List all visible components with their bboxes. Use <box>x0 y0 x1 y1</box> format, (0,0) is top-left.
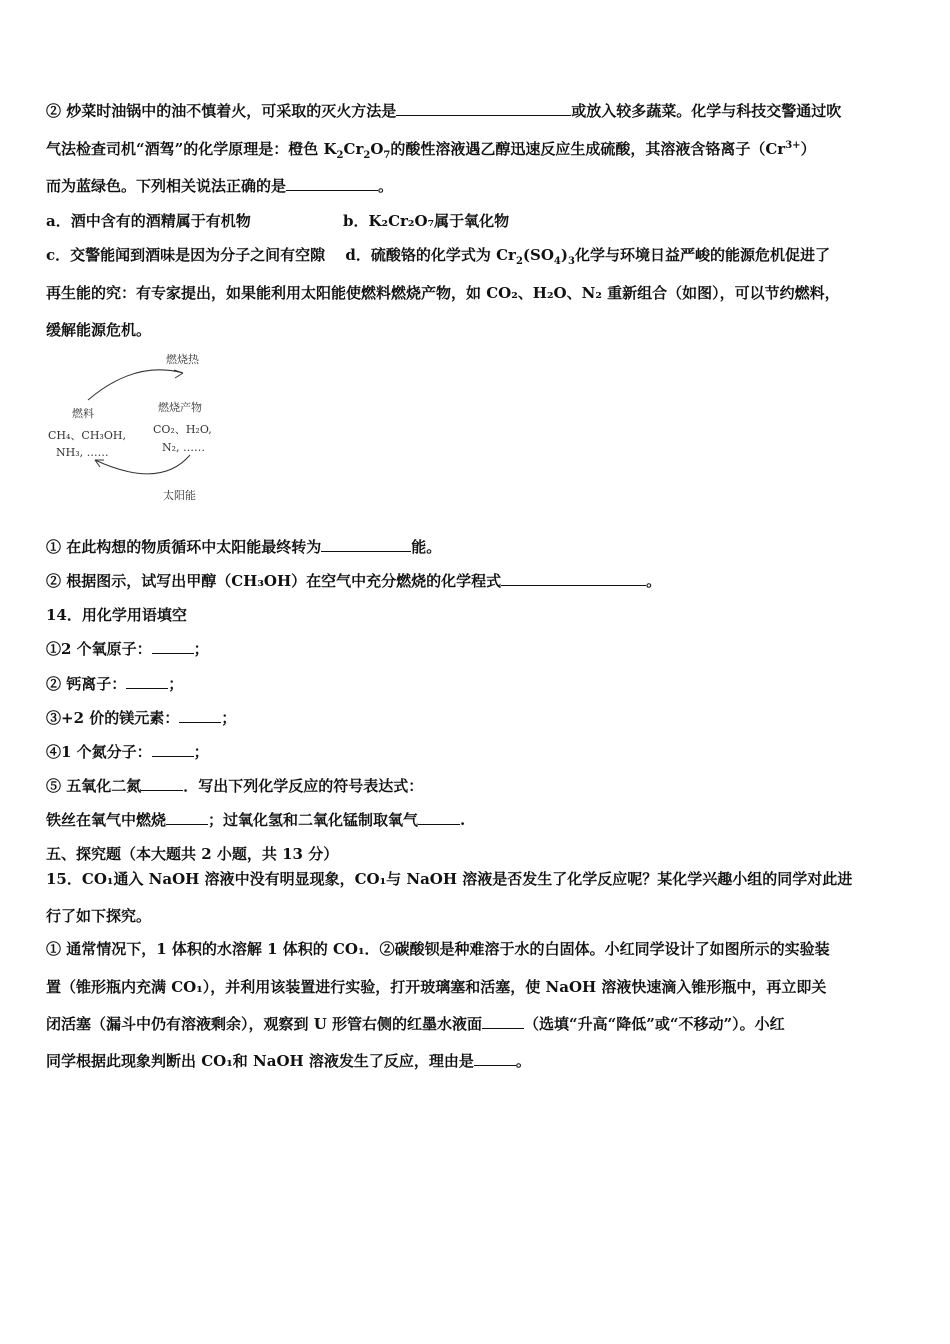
q13-text: 。 <box>646 572 662 590</box>
q14-text: ①2 个氧原子： <box>46 640 152 658</box>
q13-options-cd: c．交警能闻到酒味是因为分子之间有空隙 d．硫酸铬的化学式为 $Cr_2(SO_4)_3$化学与环境日益严峻的能源危机促进了 <box>46 246 830 267</box>
q15-line-4: 置（锥形瓶内充满 CO₁），并利用该装置进行实验，打开玻璃塞和活塞，使 NaOH 溶液快速滴入锥形瓶中，再立即关 <box>46 978 827 996</box>
option-a: a．酒中含有的酒精属于有机物 <box>46 212 251 230</box>
q14-item-4 <box>46 742 209 762</box>
option-b: b．K₂Cr₂O₇属于氧化物 <box>343 212 510 230</box>
q13-text: 或放入较多蔬菜。化学与科技交警通过吹 <box>571 102 842 120</box>
q14-text: ② 钙离子： <box>46 675 127 693</box>
q13-text: ① 在此构想的物质循环中太阳能最终转为 <box>46 538 322 556</box>
q13-line-3: 而为蓝绿色。下列相关说法正确的是 。 <box>46 177 394 195</box>
answer-blank[interactable] <box>321 537 411 552</box>
answer-blank[interactable] <box>179 708 221 723</box>
q14-text: ；过氧化氢和二氧化锰制取氧气 <box>208 811 419 829</box>
bottom-arc-arrow <box>95 455 190 474</box>
q14-text: ③+2 价的镁元素： <box>46 709 180 727</box>
q14-text: . <box>460 811 466 829</box>
q13-text: ② 炒菜时油锅中的油不慎着火，可采取的灭火方法是 <box>46 102 397 120</box>
answer-blank[interactable] <box>126 674 168 689</box>
q13-text: 的酸性溶液遇乙醇迅速反应生成硫酸，其溶液含铬离子（Cr <box>390 140 786 158</box>
q14-text: ； <box>168 675 184 693</box>
answer-blank[interactable] <box>482 1014 524 1029</box>
product-line-2: N₂, …… <box>162 441 206 454</box>
q13-text: ② 根据图示，试写出甲醇（CH₃OH）在空气中充分燃烧的化学程式 <box>46 572 502 590</box>
q14-text: ； <box>193 743 209 761</box>
q14-item-5 <box>46 776 423 796</box>
answer-blank[interactable] <box>418 810 460 825</box>
q13-text: 化学与环境日益严峻的能源危机促进了 <box>574 246 830 264</box>
option-d: d．硫酸铬的化学式为 Cr <box>345 246 516 264</box>
q15-text: 同学根据此现象判断出 CO₁和 NaOH 溶液发生了反应，理由是 <box>46 1052 474 1070</box>
q14-item-1 <box>46 639 209 659</box>
fuel-title: 燃料 <box>72 407 94 420</box>
q13-text: 气法检查司机“酒驾”的化学原理是：橙色 K <box>46 140 337 158</box>
product-line-1: CO₂、H₂O, <box>153 423 212 436</box>
answer-blank[interactable] <box>396 101 571 116</box>
q15-line-5 <box>46 1014 785 1034</box>
q15-text: 闭活塞（漏斗中仍有溶液剩余），观察到 U 形管右侧的红墨水液面 <box>46 1015 483 1033</box>
energy-cycle-diagram <box>40 345 240 510</box>
q14-item-2 <box>46 674 183 694</box>
top-label: 燃烧热 <box>166 353 199 366</box>
option-c: c．交警能闻到酒味是因为分子之间有空隙 <box>46 246 326 264</box>
q13-line-6: 再生能的究：有专家提出，如果能利用太阳能使燃料燃烧产物，如 CO₂、H₂O、N₂ 重新组合（如图），可以节约燃料， <box>46 284 840 302</box>
q14-title: 14．用化学用语填空 <box>46 606 187 624</box>
q13-line-7: 缓解能源危机。 <box>46 321 152 339</box>
q14-text: ④1 个氮分子： <box>46 743 152 761</box>
q13-line-2: 气法检查司机“酒驾”的化学原理是：橙色 $K_2Cr_2O_7$的酸性溶液遇乙醇迅速反应生成硫酸，其溶液含铬离子$(Cr^{3+})$ <box>46 140 816 161</box>
answer-blank[interactable] <box>141 776 183 791</box>
q14-text: ； <box>221 709 237 727</box>
answer-blank[interactable] <box>286 176 378 191</box>
q15-text: （选填“升高“降低”或“不移动”）。小红 <box>524 1015 785 1033</box>
bottom-label: 太阳能 <box>163 489 196 502</box>
fuel-line-2: NH₃, …… <box>56 446 109 459</box>
q14-item-3 <box>46 708 236 728</box>
fuel-line-1: CH₄、CH₃OH, <box>48 429 126 442</box>
answer-blank[interactable] <box>501 571 646 586</box>
answer-blank[interactable] <box>166 810 208 825</box>
top-arc-arrow <box>88 370 183 400</box>
q13-subq-2 <box>46 571 661 591</box>
q13-text: 能。 <box>411 538 442 556</box>
q15-line-1: 15．CO₁通入 NaOH 溶液中没有明显现象，CO₁与 NaOH 溶液是否发生了化学反应呢？某化学兴趣小组的同学对此进 <box>46 870 853 888</box>
section-5-title: 五、探究题（本大题共 2 小题，共 13 分） <box>46 845 339 863</box>
q14-text: ⑤ 五氧化二氮 <box>46 777 142 795</box>
q14-text: ．写出下列化学反应的符号表达式： <box>183 777 424 795</box>
answer-blank[interactable] <box>152 742 194 757</box>
answer-blank[interactable] <box>152 639 194 654</box>
product-title: 燃烧产物 <box>158 401 202 414</box>
q14-text: 铁丝在氧气中燃烧 <box>46 811 167 829</box>
q15-line-3: ① 通常情况下，1 体积的水溶解 1 体积的 CO₁．②碳酸钡是种难溶于水的白固体。小红同学设计了如图所示的实验装 <box>46 940 830 958</box>
q13-line-1 <box>46 101 841 121</box>
q15-text: 。 <box>515 1052 531 1070</box>
q13-text: 而为蓝绿色。下列相关说法正确的是 <box>46 177 287 195</box>
q15-line-2: 行了如下探究。 <box>46 907 152 925</box>
q14-text: ； <box>193 640 209 658</box>
q15-line-6 <box>46 1051 531 1071</box>
answer-blank[interactable] <box>474 1051 516 1066</box>
q13-subq-1 <box>46 537 441 557</box>
q14-item-6 <box>46 810 465 830</box>
q13-options-ab <box>46 211 510 231</box>
